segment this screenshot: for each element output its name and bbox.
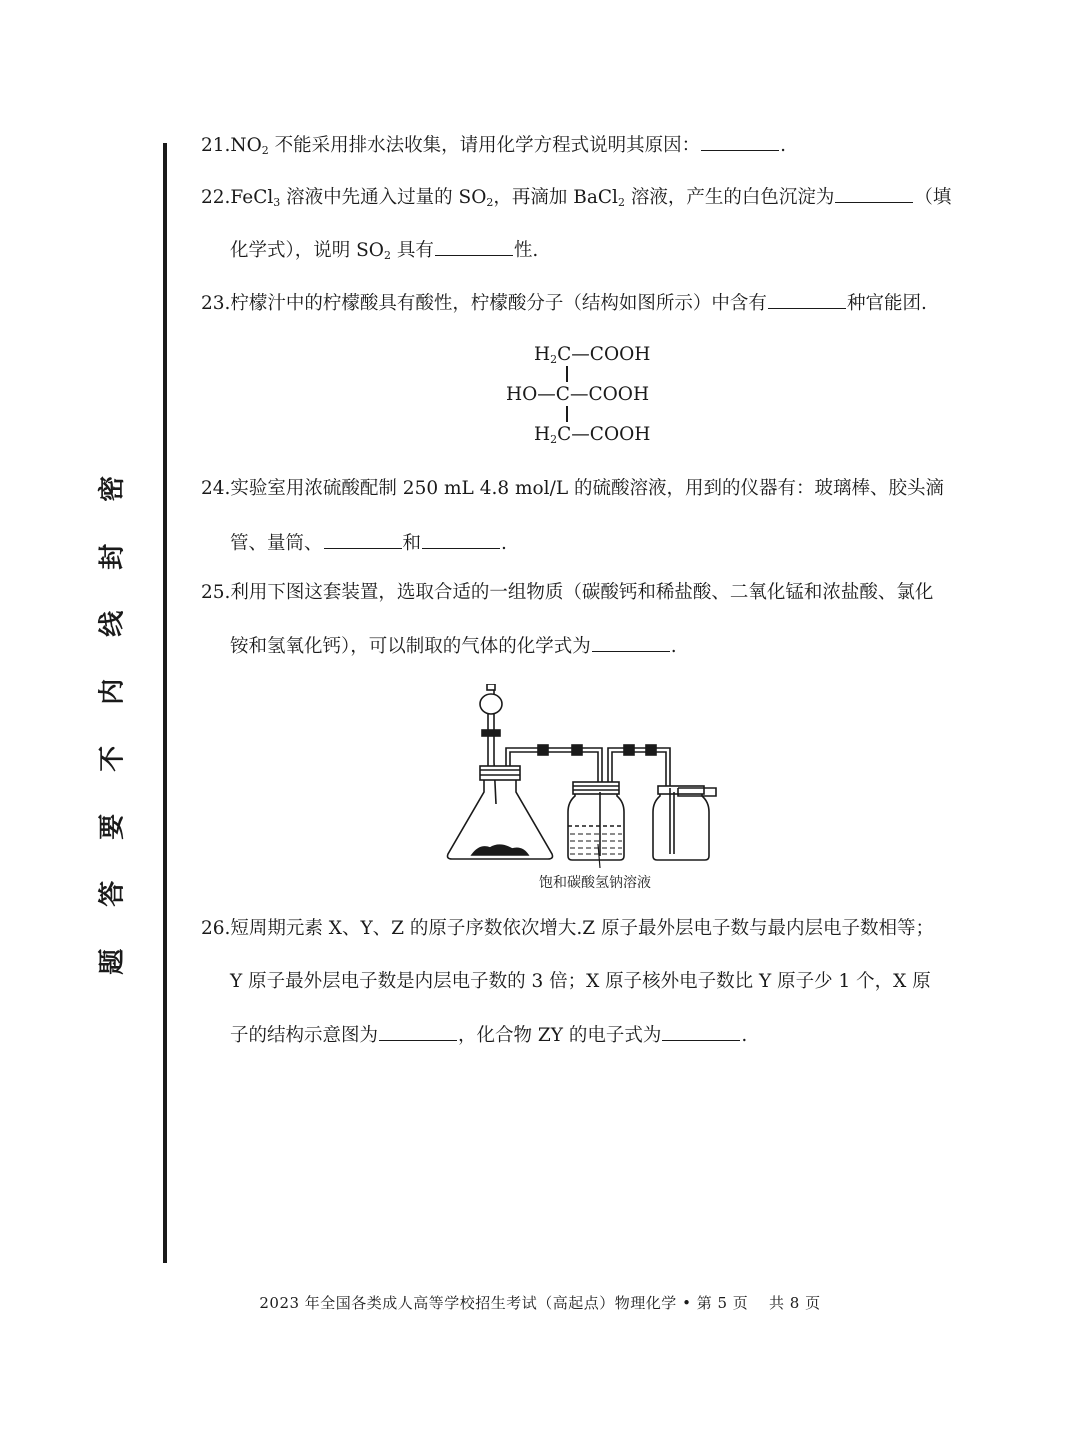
seal-char: 题 (97, 948, 128, 975)
seal-warning-text (97, 455, 152, 995)
question-26: 26.短周期元素 X、Y、Z 的原子序数依次增大.Z 原子最外层电子数与最内层电子数相等； (201, 918, 935, 939)
question-26-line2: Y 原子最外层电子数是内层电子数的 3 倍；X 原子核外电子数比 Y 原子少 1 个，X 原 (230, 971, 931, 992)
delivery-tube-1 (506, 748, 562, 766)
page-footer: 2023 年全国各类成人高等学校招生考试（高起点）物理化学 • 第 5 页 共 8 页 (259, 1294, 821, 1312)
formula-row-1: $H_2C—COOH$ (534, 344, 651, 366)
answer-blank[interactable] (701, 133, 779, 151)
answer-blank[interactable] (435, 238, 513, 256)
question-24: 24.实验室用浓硫酸配制 250 mL 4.8 mol/L 的硫酸溶液，用到的仪器有：玻璃棒、胶头滴 (201, 478, 945, 499)
gas-apparatus-figure (440, 684, 720, 896)
answer-blank[interactable] (324, 531, 402, 549)
solid-reactant (472, 845, 528, 855)
question-26-line3: 子的结构示意图为 ，化合物 ZY 的电子式为 . (230, 1025, 748, 1046)
question-24-line2: 管、量筒、 和 . (230, 533, 507, 554)
separatory-funnel-bulb (480, 694, 502, 714)
flask-stopper (480, 766, 520, 780)
answer-blank[interactable] (768, 291, 846, 309)
tube-clamp (538, 745, 548, 755)
answer-blank[interactable] (835, 185, 913, 203)
seal-char: 密 (97, 475, 128, 502)
question-21: $21.NO_2$ 不能采用排水法收集，请用化学方程式说明其原因： . (201, 135, 787, 157)
bond-line (566, 366, 568, 382)
question-22: 22.FeCl$_3$ 溶液中先通入过量的 $SO_2$，再滴加 BaCl$_2$ 溶液，产生的白色沉淀为 （填 (201, 187, 952, 209)
answer-blank[interactable] (422, 531, 500, 549)
funnel-cap (487, 684, 495, 690)
question-25: 25.利用下图这套装置，选取合适的一组物质（碳酸钙和稀盐酸、二氧化锰和浓盐酸、氯化 (201, 582, 934, 603)
answer-blank[interactable] (379, 1023, 457, 1041)
wash-bottle-stopper (573, 782, 619, 794)
question-23: 23.柠檬汁中的柠檬酸具有酸性，柠檬酸分子（结构如图所示）中含有 种官能团. (201, 293, 927, 314)
seal-char: 封 (97, 543, 128, 570)
question-25-line2: 铵和氢氧化钙），可以制取的气体的化学式为 . (230, 636, 677, 657)
answer-blank[interactable] (592, 634, 670, 652)
stopcock (482, 730, 500, 736)
seal-char: 不 (97, 745, 128, 772)
seal-char: 线 (97, 610, 128, 637)
answer-blank[interactable] (662, 1023, 740, 1041)
formula-row-3: $H_2C—COOH$ (534, 424, 651, 446)
question-22-line2: 化学式），说明 $SO_2$ 具有 性. (230, 240, 539, 262)
seal-char: 内 (97, 678, 128, 705)
seal-char: 要 (97, 813, 128, 840)
seal-char: 答 (97, 880, 128, 907)
formula-row-2: HO—C—COOH (506, 384, 650, 405)
bond-line (566, 406, 568, 422)
collecting-bottle (653, 792, 709, 860)
apparatus-label: 饱和碳酸氢钠溶液 (539, 875, 651, 891)
